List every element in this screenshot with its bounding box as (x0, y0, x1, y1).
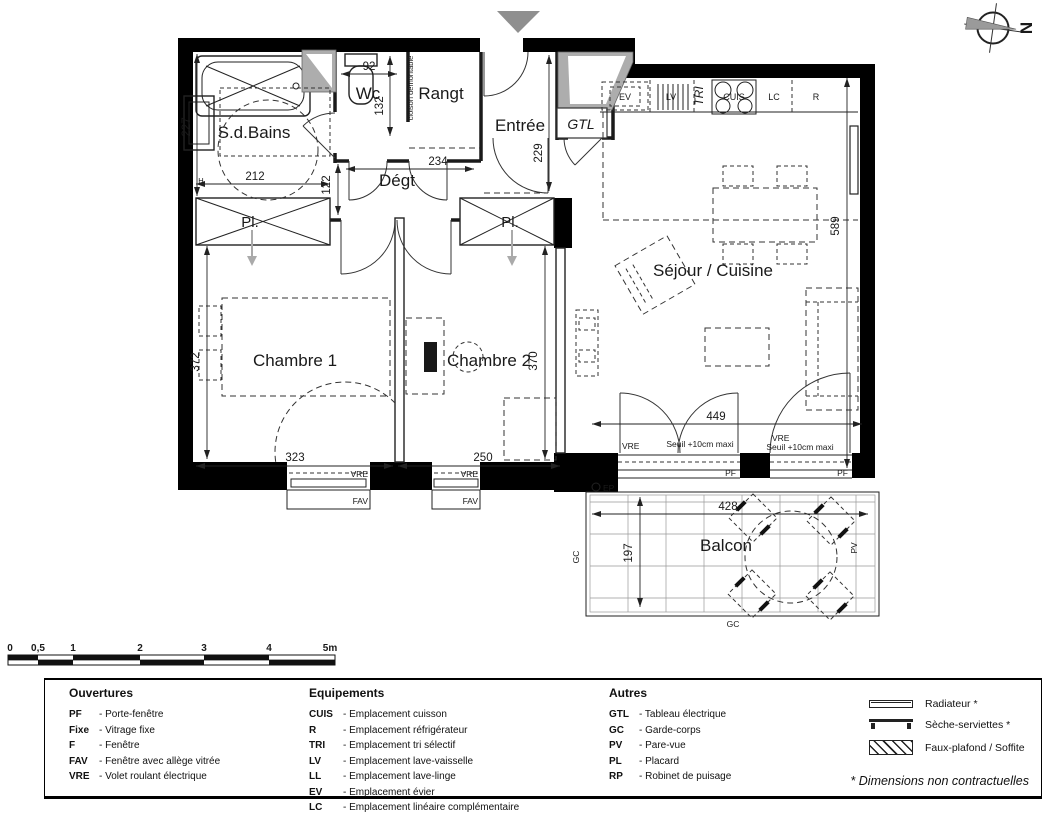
dimension-lines (196, 54, 868, 607)
radiator (850, 126, 858, 194)
legend-column-equipements (309, 686, 519, 816)
legend-desc: - Vitrage fixe (99, 724, 155, 736)
duct-wc (302, 50, 336, 92)
kitchen-label-ev: EV (618, 92, 632, 102)
dim-250: 250 (473, 452, 493, 464)
room-label-pl-left: Pl. (241, 214, 259, 231)
cloison-label: cloison démontable (406, 55, 415, 121)
vre-label-2: VRE (460, 469, 478, 479)
legend-desc: - Robinet de puisage (639, 771, 732, 782)
legend-column-autres (609, 686, 731, 785)
legend-symbol-radiateur (869, 698, 1039, 710)
dim-370: 370 (528, 351, 540, 371)
legend-item (309, 723, 519, 739)
legend-symbols (869, 698, 1039, 764)
kitchen-labels (619, 86, 820, 106)
fav-label-2: FAV (462, 496, 478, 506)
vre-label-1: VRE (350, 469, 368, 479)
legend-key: PF (69, 709, 82, 720)
dim-197: 197 (623, 543, 635, 563)
kitchen-label-lc: LC (768, 92, 780, 102)
legend-item (69, 707, 220, 723)
room-label-degt: Dégt (379, 171, 415, 190)
kitchen-label-cuis: CUIS (723, 92, 745, 102)
legend-key: R (309, 724, 317, 736)
legend-item (309, 800, 519, 816)
legend-key: Fixe (69, 724, 90, 736)
legend-key: LL (309, 771, 322, 782)
pf-label-2: PF (837, 468, 848, 478)
legend-key: VRE (69, 771, 90, 782)
legend-item (609, 754, 731, 770)
legend-key: PV (609, 740, 623, 751)
room-label-sdbains: S.d.Bains (217, 123, 291, 142)
compass-north-icon (961, 0, 1036, 57)
legend-item (309, 769, 519, 785)
legend-item (309, 738, 519, 754)
dim-372: 372 (190, 352, 202, 372)
dim-h-mark: H (198, 176, 204, 185)
dining-table (713, 166, 817, 264)
vre-label-4: VRE (772, 433, 790, 443)
legend-symbol-seche-serviettes (869, 719, 1039, 731)
dim-234: 234 (428, 156, 448, 168)
legend-key: PL (609, 755, 622, 767)
legend-key: RP (609, 771, 623, 782)
towel-rail-icon (869, 719, 913, 731)
seuil-label-2: Seuil +10cm maxi (766, 442, 834, 452)
radiator-icon (869, 700, 913, 708)
legend-symbol-label: Faux-plafond / Soffite (925, 741, 1025, 754)
pf-label-1: PF (725, 468, 736, 478)
ep-label: EP (603, 483, 615, 493)
pv-label: PV (849, 542, 859, 554)
legend-item (69, 769, 220, 785)
hatched-ceiling-icon (869, 740, 913, 755)
scale-tick-0: 0 (7, 643, 13, 654)
dim-229: 229 (533, 143, 545, 163)
scale-tick-4: 4 (266, 643, 272, 654)
legend-item (69, 754, 220, 770)
kitchen-label-tri: TRI (692, 86, 706, 106)
scale-tick-05: 0,5 (31, 643, 45, 654)
vre-label-3: VRE (622, 441, 640, 451)
scale-tick-1: 1 (70, 643, 76, 654)
dim-212: 212 (245, 171, 265, 183)
legend-desc: - Emplacement cuisson (343, 709, 447, 720)
legend-title: Ouvertures (69, 686, 134, 700)
dim-428: 428 (718, 501, 738, 513)
legend-column-ouvertures (69, 686, 220, 785)
dim-449: 449 (706, 411, 726, 423)
legend-desc: - Emplacement linéaire complémentaire (343, 802, 520, 813)
legend-item (309, 785, 519, 801)
legend-title: Autres (609, 686, 648, 700)
legend-desc: - Placard (639, 755, 680, 767)
placard-left (196, 198, 330, 266)
legend-desc: - Tableau électrique (639, 709, 727, 720)
bed-chambre1 (199, 298, 390, 396)
gc-label-left: GC (571, 550, 581, 564)
legend-desc: - Pare-vue (639, 740, 686, 751)
legend-desc: - Volet roulant électrique (99, 771, 207, 782)
compass-north-label: N (1016, 21, 1036, 35)
coffee-table (705, 328, 769, 366)
kitchen-label-r: R (812, 92, 820, 102)
legend-footnote: * Dimensions non contractuelles (850, 774, 1029, 788)
legend-desc: - Emplacement tri sélectif (343, 740, 456, 751)
scale-tick-2: 2 (137, 643, 143, 654)
gc-label-bottom: GC (726, 619, 740, 629)
legend-symbol-label: Radiateur * (925, 698, 978, 710)
legend-symbol-label: Sèche-serviettes * (925, 719, 1011, 731)
legend-key: LC (309, 802, 323, 813)
room-label-gtl: GTL (567, 116, 595, 132)
room-label-wc: Wc (355, 84, 381, 103)
legend-title: Equipements (309, 686, 385, 700)
legend-key: F (69, 740, 76, 751)
dim-227: 227 (181, 117, 193, 137)
room-label-chambre1: Chambre 1 (252, 351, 338, 370)
fav-label-1: FAV (352, 496, 368, 506)
legend-panel (44, 678, 1042, 813)
legend-desc: - Fenêtre (99, 740, 140, 751)
room-label-sejour: Séjour / Cuisine (652, 261, 774, 280)
placard-right (460, 198, 554, 266)
legend-key: FAV (69, 755, 88, 767)
scale-tick-3: 3 (201, 643, 207, 654)
legend-key: GC (609, 724, 624, 736)
room-label-pl-right: Pl. (501, 214, 519, 231)
legend-item (609, 769, 731, 785)
legend-key: LV (309, 755, 322, 767)
legend-desc: - Porte-fenêtre (99, 709, 164, 720)
room-label-entree: Entrée (494, 116, 546, 135)
kitchen-label-lv: LV (665, 92, 677, 102)
legend-desc: - Emplacement lave-linge (343, 771, 456, 782)
legend-item (609, 738, 731, 754)
wardrobe-chambre2 (504, 398, 556, 460)
legend-key: CUIS (309, 709, 333, 720)
legend-desc: - Emplacement réfrigérateur (343, 724, 468, 736)
bathroom-clearance (218, 88, 330, 200)
legend-desc: - Emplacement évier (343, 786, 435, 798)
legend-key: EV (309, 786, 323, 798)
tv-unit (576, 310, 598, 376)
legend-item (69, 723, 220, 739)
scale-tick-5: 5m (322, 643, 338, 654)
legend-symbol-faux-plafond (869, 740, 1039, 755)
entrance-marker-icon (497, 11, 540, 33)
dim-323: 323 (285, 452, 305, 464)
legend-item (609, 723, 731, 739)
legend-desc: - Fenêtre avec allège vitrée (99, 755, 221, 767)
room-label-rangt: Rangt (418, 84, 464, 103)
seuil-label-1: Seuil +10cm maxi (666, 439, 734, 449)
legend-item (609, 707, 731, 723)
dim-589: 589 (830, 216, 842, 236)
scale-bar (7, 643, 337, 665)
legend-desc: - Garde-corps (639, 724, 701, 736)
dim-132: 132 (374, 96, 386, 116)
legend-item (309, 707, 519, 723)
legend-item (69, 738, 220, 754)
dim-122: 122 (321, 175, 333, 195)
room-label-chambre2: Chambre 2 (446, 351, 532, 370)
legend-key: TRI (309, 740, 326, 751)
legend-item (309, 754, 519, 770)
dim-92: 92 (362, 61, 376, 73)
legend-key: GTL (609, 709, 629, 720)
room-label-balcon: Balcon (700, 536, 752, 555)
legend-desc: - Emplacement lave-vaisselle (343, 755, 474, 767)
